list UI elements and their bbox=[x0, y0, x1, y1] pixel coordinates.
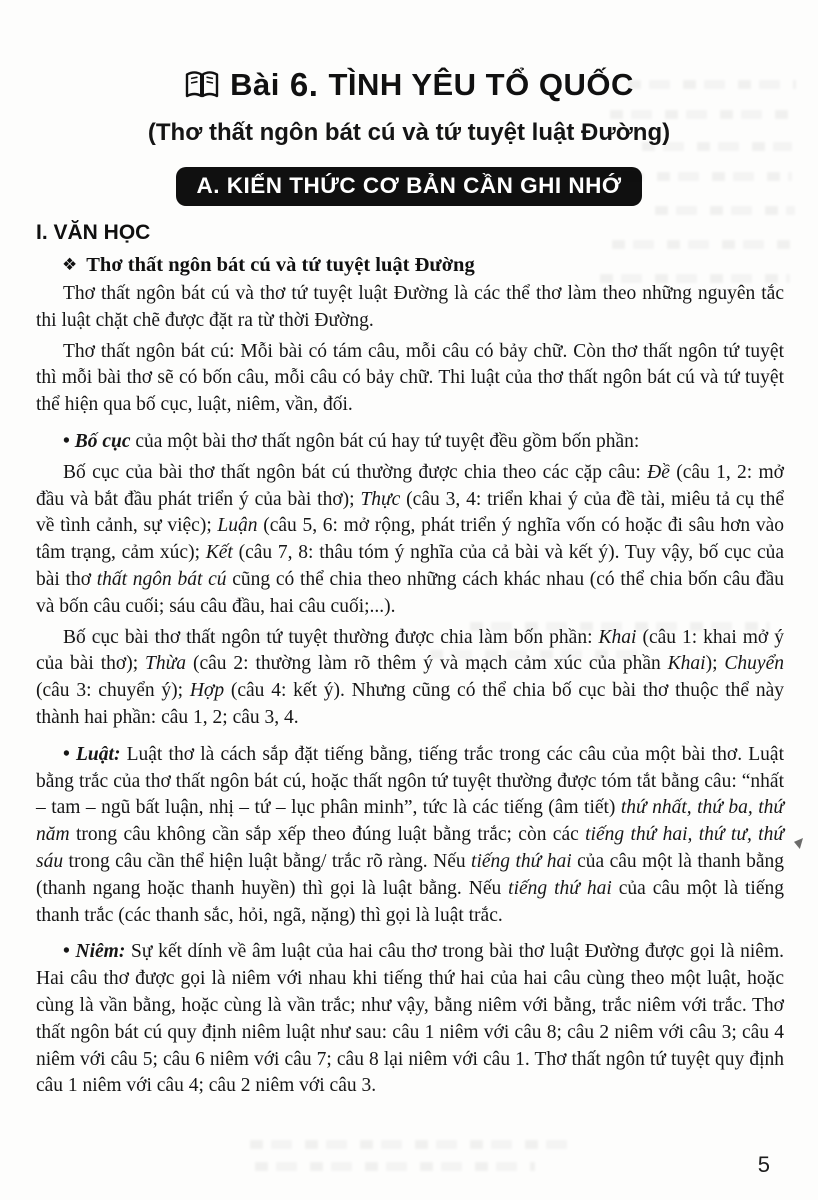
bullet-icon: • bbox=[63, 743, 77, 765]
paragraph bbox=[36, 281, 784, 335]
text-run: Bố cục bbox=[74, 430, 131, 452]
diamond-bullet-icon: ❖ bbox=[62, 255, 78, 275]
text-run: cũng có thể chia theo những cách khác nhau (có thể chia bốn câu đầu và bốn câu cuối; sáu câu đầu, hai câu cuối;...). bbox=[36, 568, 784, 617]
text-run: Luật: bbox=[76, 743, 121, 765]
paragraph bbox=[36, 460, 784, 621]
subsection-heading bbox=[62, 254, 782, 277]
paragraph bbox=[36, 939, 784, 1100]
text-run: tiếng thứ hai bbox=[508, 877, 612, 899]
paragraph bbox=[36, 429, 784, 456]
open-book-icon bbox=[184, 70, 220, 100]
text-run: Bố cục của bài thơ thất ngôn bát cú thường được chia theo các cặp câu: bbox=[63, 461, 648, 483]
bleed-through-artifact bbox=[255, 1162, 535, 1171]
section-badge-row bbox=[0, 147, 818, 206]
paragraph bbox=[36, 742, 784, 930]
text-run: trong câu không cần sắp xếp theo đúng luật bằng trắc; còn các bbox=[69, 824, 586, 846]
text-run: Sự kết dính về âm luật của hai câu thơ trong bài thơ luật Đường được gọi là niêm. Hai câu thơ được gọi là niêm với nhau khi tiếng thứ hai của hai câu cùng theo một luật, hoặc cùng là vần bằng, hoặc cùng là vần trắc; như vậy, bằng niêm với bằng, trắc niêm với trắc. Thơ thất ngôn bát cú quy định niêm luật như sau: câu 1 niêm với câu 8; câu 2 niêm với câu 3; câu 4 niêm với câu 5; câu 6 niêm với câu 7; câu 8 lại niêm với câu 1. Thơ thất ngôn tứ tuyệt quy định câu 1 niêm với câu 4; câu 2 niêm với câu 3. bbox=[36, 941, 785, 1097]
bullet-icon: • bbox=[63, 430, 75, 452]
text-run: Khai bbox=[667, 653, 706, 675]
page-number: 5 bbox=[757, 1152, 770, 1177]
text-run: trong câu cần thể hiện luật bằng/ trắc rõ ràng. Nếu bbox=[63, 850, 472, 872]
lesson-header bbox=[0, 0, 818, 206]
section-heading: I. VĂN HỌC bbox=[36, 221, 151, 244]
lesson-title-line bbox=[0, 66, 818, 104]
bullet-icon: • bbox=[63, 941, 76, 963]
section-a-badge: A. KIẾN THỨC CƠ BẢN CẦN GHI NHỚ bbox=[176, 167, 641, 206]
text-run: Đề bbox=[647, 461, 670, 483]
body-text bbox=[36, 281, 784, 1100]
text-run: Niêm: bbox=[75, 941, 126, 963]
text-run: tiếng thứ hai bbox=[471, 850, 572, 872]
text-run: của câu một là tiếng thanh trắc (các thanh sắc, hỏi, ngã, nặng) thì gọi là luật trắc. bbox=[36, 877, 784, 926]
text-run: Thực bbox=[360, 488, 401, 510]
text-run: Thơ thất ngôn bát cú và thơ tứ tuyệt luật Đường là các thể thơ làm theo những nguyên tắc thi luật chặt chẽ được đặt ra từ thời Đường. bbox=[36, 283, 784, 331]
text-run: (câu 1, 2: mở đầu và bắt đầu phát triển ý của bài thơ); bbox=[36, 461, 784, 510]
paragraph bbox=[36, 625, 784, 732]
bleed-through-artifact bbox=[250, 1140, 580, 1149]
text-run: (câu 5, 6: mở rộng, phát triển ý nghĩa vốn có hoặc đi sâu hơn vào tâm trạng, cảm xúc); bbox=[36, 515, 784, 564]
text-run: tiếng thứ hai, thứ tư, thứ sáu bbox=[36, 824, 784, 872]
text-run: của câu một là thanh bằng (thanh ngang hoặc thanh huyền) thì gọi là luật bằng. Nếu bbox=[36, 850, 785, 899]
text-run: Luận bbox=[217, 515, 258, 537]
text-run: thứ nhất, thứ ba, thứ năm bbox=[36, 797, 785, 846]
lesson-subtitle: (Thơ thất ngôn bát cú và tứ tuyệt luật Đường) bbox=[147, 119, 671, 146]
text-run: Chuyển bbox=[724, 653, 784, 675]
text-run: (câu 7, 8: thâu tóm ý nghĩa của cả bài và kết ý). Tuy vậy, bố cục của bài thơ bbox=[36, 542, 785, 590]
lesson-name: TÌNH YÊU TỔ QUỐC bbox=[328, 67, 634, 102]
text-run: Kết bbox=[205, 542, 233, 564]
text-run: (câu 3: chuyển ý); bbox=[36, 680, 190, 702]
lesson-label: Bài bbox=[230, 67, 280, 102]
lesson-number: 6. bbox=[289, 66, 319, 103]
text-run: Thừa bbox=[145, 653, 187, 675]
paragraph bbox=[36, 339, 784, 419]
text-run: Bố cục bài thơ thất ngôn tứ tuyệt thường được chia làm bốn phần: bbox=[63, 626, 599, 648]
text-run: (câu 4: kết ý). Nhưng cũng có thể chia bố cục bài thơ thuộc thể này thành hai phần: câu 1, 2; câu 3, 4. bbox=[36, 680, 784, 728]
scan-speck bbox=[794, 838, 803, 849]
subsection-title: Thơ thất ngôn bát cú và tứ tuyệt luật Đường bbox=[86, 254, 475, 276]
text-run: Luật thơ là cách sắp đặt tiếng bằng, tiếng trắc trong các câu của một bài thơ. Luật bằng trắc của thơ thất ngôn bát cú, hoặc thất ngôn tứ tuyệt thường được tóm tắt bằng câu: “nhất – tam – ngũ bất luận, nhị – tứ – lục phân minh”, tức là các tiếng (âm tiết) bbox=[36, 743, 785, 819]
text-run: (câu 3, 4: triển khai ý của đề tài, miêu tả cụ thể về tình cảnh, sự việc); bbox=[36, 488, 784, 537]
text-run: thất ngôn bát cú bbox=[96, 568, 227, 590]
text-run: Hợp bbox=[189, 680, 225, 702]
text-run: của một bài thơ thất ngôn bát cú hay tứ tuyệt đều gồm bốn phần: bbox=[130, 430, 640, 452]
text-run: (câu 1: khai mở ý của bài thơ); bbox=[36, 626, 784, 675]
text-run: Khai bbox=[598, 626, 637, 648]
text-run: Thơ thất ngôn bát cú: Mỗi bài có tám câu, mỗi câu có bảy chữ. Còn thơ thất ngôn tứ tuyệt thì mỗi bài thơ sẽ có bốn câu, mỗi câu có bảy chữ. Thi luật của thơ thất ngôn bát cú và tứ tuyệt thể hiện qua bố cục, luật, niêm, vần, đối. bbox=[36, 340, 784, 416]
bleed-through-artifact bbox=[655, 206, 795, 215]
text-run: (câu 2: thường làm rõ thêm ý và mạch cảm xúc của phần bbox=[186, 653, 668, 675]
text-run: ); bbox=[705, 653, 725, 675]
